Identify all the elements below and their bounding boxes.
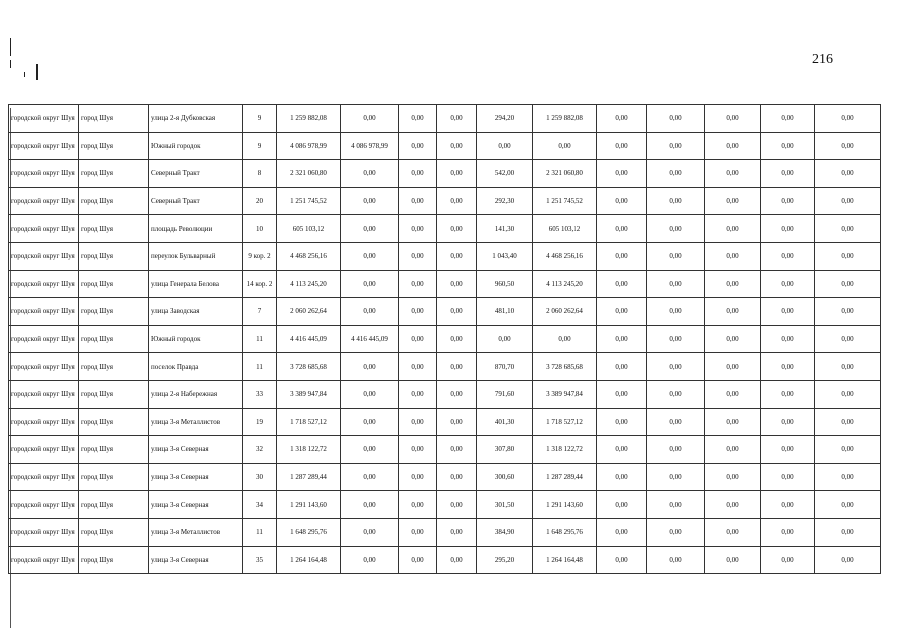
cost-cell: 0,00 [437, 132, 477, 160]
cost-cell: 2 321 060,80 [533, 160, 597, 188]
cost-cell: 0,00 [705, 325, 761, 353]
street-cell: улица 3-я Металлистов [149, 518, 243, 546]
house-number-cell: 10 [243, 215, 277, 243]
cost-cell: 0,00 [437, 187, 477, 215]
cost-cell: 0,00 [647, 380, 705, 408]
municipality-cell: городской округ Шуя [9, 436, 79, 464]
cost-cell: 0,00 [597, 160, 647, 188]
area-cell: 300,60 [477, 463, 533, 491]
cost-cell: 2 060 262,64 [533, 298, 597, 326]
cost-cell: 0,00 [341, 408, 399, 436]
cost-cell: 0,00 [761, 353, 815, 381]
cost-cell: 0,00 [761, 160, 815, 188]
municipality-cell: городской округ Шуя [9, 546, 79, 574]
table-row [9, 491, 881, 519]
municipality-cell: городской округ Шуя [9, 463, 79, 491]
cost-cell: 0,00 [761, 270, 815, 298]
settlement-cell: город Шуя [79, 105, 149, 133]
cost-cell: 0,00 [761, 408, 815, 436]
cost-cell: 0,00 [761, 325, 815, 353]
cost-cell: 0,00 [705, 518, 761, 546]
cost-cell: 0,00 [437, 491, 477, 519]
house-number-cell: 34 [243, 491, 277, 519]
cost-cell: 0,00 [647, 242, 705, 270]
cost-cell: 0,00 [597, 325, 647, 353]
cost-cell: 0,00 [437, 270, 477, 298]
cost-cell: 0,00 [341, 518, 399, 546]
cost-cell: 0,00 [815, 215, 881, 243]
table-row [9, 546, 881, 574]
cost-cell: 0,00 [705, 215, 761, 243]
cost-cell: 0,00 [761, 215, 815, 243]
street-cell: поселок Правда [149, 353, 243, 381]
cost-cell: 0,00 [647, 518, 705, 546]
settlement-cell: город Шуя [79, 518, 149, 546]
cost-cell: 0,00 [399, 380, 437, 408]
total-cost-cell: 4 086 978,99 [277, 132, 341, 160]
cost-cell: 0,00 [705, 436, 761, 464]
cost-cell: 0,00 [399, 215, 437, 243]
settlement-cell: город Шуя [79, 408, 149, 436]
total-cost-cell: 1 264 164,48 [277, 546, 341, 574]
total-cost-cell: 1 648 295,76 [277, 518, 341, 546]
cost-cell: 0,00 [341, 463, 399, 491]
cost-cell: 0,00 [437, 546, 477, 574]
cost-cell: 0,00 [647, 325, 705, 353]
settlement-cell: город Шуя [79, 187, 149, 215]
cost-cell: 0,00 [341, 187, 399, 215]
municipality-cell: городской округ Шуя [9, 105, 79, 133]
settlement-cell: город Шуя [79, 436, 149, 464]
area-cell: 141,30 [477, 215, 533, 243]
cost-cell: 0,00 [533, 325, 597, 353]
house-number-cell: 9 [243, 105, 277, 133]
cost-cell: 0,00 [647, 546, 705, 574]
cost-cell: 0,00 [399, 436, 437, 464]
cost-cell: 0,00 [705, 353, 761, 381]
cost-cell: 0,00 [647, 408, 705, 436]
table-row [9, 215, 881, 243]
settlement-cell: город Шуя [79, 215, 149, 243]
cost-cell: 0,00 [341, 242, 399, 270]
settlement-cell: город Шуя [79, 160, 149, 188]
area-cell: 960,50 [477, 270, 533, 298]
cost-cell: 0,00 [399, 408, 437, 436]
cost-cell: 0,00 [815, 132, 881, 160]
cost-cell: 0,00 [437, 242, 477, 270]
cost-cell: 0,00 [597, 242, 647, 270]
cost-cell: 0,00 [437, 518, 477, 546]
cost-cell: 0,00 [341, 105, 399, 133]
cost-cell: 0,00 [815, 298, 881, 326]
cost-cell: 0,00 [815, 463, 881, 491]
cost-cell: 0,00 [341, 353, 399, 381]
municipality-cell: городской округ Шуя [9, 380, 79, 408]
cost-cell: 0,00 [399, 518, 437, 546]
cost-cell: 0,00 [815, 408, 881, 436]
cost-cell: 0,00 [705, 298, 761, 326]
street-cell: улица Генерала Белова [149, 270, 243, 298]
cost-cell: 3 389 947,84 [533, 380, 597, 408]
cost-cell: 0,00 [597, 546, 647, 574]
cost-cell: 0,00 [705, 546, 761, 574]
area-cell: 791,60 [477, 380, 533, 408]
municipality-cell: городской округ Шуя [9, 187, 79, 215]
table-row [9, 187, 881, 215]
cost-cell: 0,00 [705, 105, 761, 133]
municipality-cell: городской округ Шуя [9, 160, 79, 188]
house-number-cell: 20 [243, 187, 277, 215]
cost-cell: 0,00 [647, 463, 705, 491]
cost-cell: 0,00 [399, 491, 437, 519]
cost-cell: 0,00 [815, 270, 881, 298]
cost-cell: 0,00 [761, 436, 815, 464]
street-cell: площадь Революции [149, 215, 243, 243]
house-number-cell: 32 [243, 436, 277, 464]
cost-cell: 0,00 [647, 353, 705, 381]
area-cell: 481,10 [477, 298, 533, 326]
scan-mark [10, 38, 11, 56]
cost-cell: 0,00 [437, 105, 477, 133]
cost-cell: 0,00 [437, 298, 477, 326]
cost-cell: 0,00 [437, 463, 477, 491]
cost-cell: 0,00 [341, 546, 399, 574]
cost-cell: 0,00 [705, 408, 761, 436]
cost-cell: 0,00 [597, 436, 647, 464]
settlement-cell: город Шуя [79, 325, 149, 353]
area-cell: 401,30 [477, 408, 533, 436]
cost-cell: 0,00 [399, 353, 437, 381]
cost-cell: 0,00 [705, 160, 761, 188]
table-row [9, 270, 881, 298]
cost-cell: 0,00 [647, 436, 705, 464]
settlement-cell: город Шуя [79, 380, 149, 408]
street-cell: Северный Тракт [149, 187, 243, 215]
cost-cell: 0,00 [597, 380, 647, 408]
cost-cell: 0,00 [705, 132, 761, 160]
municipality-cell: городской округ Шуя [9, 518, 79, 546]
street-cell: улица 2-я Набережная [149, 380, 243, 408]
area-cell: 301,50 [477, 491, 533, 519]
settlement-cell: город Шуя [79, 298, 149, 326]
house-number-cell: 9 кор. 2 [243, 242, 277, 270]
cost-cell: 3 728 685,68 [533, 353, 597, 381]
total-cost-cell: 1 259 882,08 [277, 105, 341, 133]
cost-cell: 0,00 [647, 160, 705, 188]
table-row [9, 518, 881, 546]
street-cell: улица 2-я Дубковская [149, 105, 243, 133]
cost-cell: 0,00 [647, 132, 705, 160]
table-row [9, 105, 881, 133]
street-cell: улица Заводская [149, 298, 243, 326]
area-cell: 295,20 [477, 546, 533, 574]
municipality-cell: городской округ Шуя [9, 491, 79, 519]
cost-cell: 4 086 978,99 [341, 132, 399, 160]
total-cost-cell: 3 389 947,84 [277, 380, 341, 408]
cost-cell: 0,00 [399, 187, 437, 215]
cost-cell: 0,00 [341, 491, 399, 519]
area-cell: 307,80 [477, 436, 533, 464]
table-body [9, 105, 881, 574]
area-cell: 870,70 [477, 353, 533, 381]
settlement-cell: город Шуя [79, 491, 149, 519]
cost-cell: 1 287 289,44 [533, 463, 597, 491]
street-cell: Южный городок [149, 325, 243, 353]
cost-cell: 0,00 [341, 215, 399, 243]
cost-cell: 1 291 143,60 [533, 491, 597, 519]
scan-mark [10, 60, 11, 68]
cost-cell: 0,00 [597, 215, 647, 243]
total-cost-cell: 4 416 445,09 [277, 325, 341, 353]
total-cost-cell: 4 468 256,16 [277, 242, 341, 270]
cost-cell: 0,00 [815, 380, 881, 408]
cost-cell: 0,00 [815, 353, 881, 381]
cost-cell: 0,00 [597, 298, 647, 326]
total-cost-cell: 605 103,12 [277, 215, 341, 243]
municipality-cell: городской округ Шуя [9, 242, 79, 270]
cost-cell: 0,00 [597, 518, 647, 546]
area-cell: 294,20 [477, 105, 533, 133]
cost-cell: 0,00 [437, 325, 477, 353]
cost-cell: 0,00 [399, 242, 437, 270]
cost-cell: 0,00 [399, 270, 437, 298]
area-cell: 542,00 [477, 160, 533, 188]
table-row [9, 436, 881, 464]
cost-cell: 0,00 [597, 491, 647, 519]
total-cost-cell: 3 728 685,68 [277, 353, 341, 381]
cost-cell: 0,00 [597, 270, 647, 298]
cost-cell: 0,00 [761, 491, 815, 519]
cost-cell: 0,00 [399, 298, 437, 326]
settlement-cell: город Шуя [79, 242, 149, 270]
settlement-cell: город Шуя [79, 353, 149, 381]
settlement-cell: город Шуя [79, 132, 149, 160]
house-number-cell: 33 [243, 380, 277, 408]
cost-cell: 0,00 [437, 408, 477, 436]
cost-cell: 0,00 [815, 491, 881, 519]
cost-cell: 0,00 [761, 380, 815, 408]
cost-cell: 0,00 [705, 270, 761, 298]
cost-cell: 1 718 527,12 [533, 408, 597, 436]
cost-cell: 605 103,12 [533, 215, 597, 243]
street-cell: улица 3-я Северная [149, 463, 243, 491]
cost-cell: 1 251 745,52 [533, 187, 597, 215]
cost-cell: 0,00 [437, 380, 477, 408]
cost-cell: 0,00 [399, 132, 437, 160]
house-number-cell: 11 [243, 325, 277, 353]
cost-cell: 0,00 [761, 105, 815, 133]
cost-cell: 0,00 [533, 132, 597, 160]
street-cell: улица 3-я Северная [149, 546, 243, 574]
table-row [9, 463, 881, 491]
municipality-cell: городской округ Шуя [9, 325, 79, 353]
cost-cell: 0,00 [437, 353, 477, 381]
total-cost-cell: 4 113 245,20 [277, 270, 341, 298]
cost-cell: 1 318 122,72 [533, 436, 597, 464]
cost-cell: 0,00 [647, 270, 705, 298]
cost-cell: 0,00 [815, 436, 881, 464]
cost-cell: 0,00 [761, 546, 815, 574]
table-row [9, 132, 881, 160]
area-cell: 1 043,40 [477, 242, 533, 270]
house-number-cell: 8 [243, 160, 277, 188]
cost-cell: 0,00 [597, 105, 647, 133]
street-cell: переулок Бульварный [149, 242, 243, 270]
cost-cell: 0,00 [815, 105, 881, 133]
street-cell: улица 3-я Металлистов [149, 408, 243, 436]
house-number-cell: 14 кор. 2 [243, 270, 277, 298]
total-cost-cell: 1 287 289,44 [277, 463, 341, 491]
cost-cell: 0,00 [705, 491, 761, 519]
house-number-cell: 30 [243, 463, 277, 491]
settlement-cell: город Шуя [79, 546, 149, 574]
page-number: 216 [812, 52, 833, 67]
cost-cell: 0,00 [597, 187, 647, 215]
cost-cell: 0,00 [597, 353, 647, 381]
municipality-cell: городской округ Шуя [9, 215, 79, 243]
house-number-cell: 11 [243, 518, 277, 546]
cost-cell: 0,00 [597, 408, 647, 436]
street-cell: улица 3-я Северная [149, 436, 243, 464]
house-number-cell: 7 [243, 298, 277, 326]
table-row [9, 160, 881, 188]
municipality-cell: городской округ Шуя [9, 353, 79, 381]
cost-cell: 1 259 882,08 [533, 105, 597, 133]
street-cell: Северный Тракт [149, 160, 243, 188]
cost-cell: 0,00 [437, 436, 477, 464]
house-number-cell: 9 [243, 132, 277, 160]
cost-cell: 0,00 [647, 215, 705, 243]
cost-cell: 0,00 [815, 546, 881, 574]
cost-cell: 1 648 295,76 [533, 518, 597, 546]
building-registry-table [8, 104, 881, 574]
cost-cell: 0,00 [399, 160, 437, 188]
area-cell: 384,90 [477, 518, 533, 546]
table-row [9, 408, 881, 436]
total-cost-cell: 2 321 060,80 [277, 160, 341, 188]
cost-cell: 0,00 [815, 518, 881, 546]
area-cell: 0,00 [477, 325, 533, 353]
settlement-cell: город Шуя [79, 270, 149, 298]
table-row [9, 325, 881, 353]
total-cost-cell: 2 060 262,64 [277, 298, 341, 326]
cost-cell: 0,00 [761, 298, 815, 326]
cost-cell: 0,00 [705, 242, 761, 270]
cost-cell: 0,00 [399, 546, 437, 574]
cost-cell: 0,00 [761, 463, 815, 491]
cost-cell: 0,00 [705, 380, 761, 408]
cost-cell: 0,00 [341, 436, 399, 464]
cost-cell: 0,00 [761, 132, 815, 160]
cost-cell: 0,00 [341, 160, 399, 188]
total-cost-cell: 1 251 745,52 [277, 187, 341, 215]
cost-cell: 0,00 [341, 270, 399, 298]
cost-cell: 0,00 [815, 187, 881, 215]
cost-cell: 0,00 [647, 491, 705, 519]
house-number-cell: 19 [243, 408, 277, 436]
table-row [9, 353, 881, 381]
cost-cell: 1 264 164,48 [533, 546, 597, 574]
cost-cell: 0,00 [705, 187, 761, 215]
table-row [9, 242, 881, 270]
cost-cell: 0,00 [437, 215, 477, 243]
cost-cell: 0,00 [597, 463, 647, 491]
table-row [9, 298, 881, 326]
cost-cell: 4 416 445,09 [341, 325, 399, 353]
municipality-cell: городской округ Шуя [9, 270, 79, 298]
cost-cell: 0,00 [647, 105, 705, 133]
cost-cell: 4 468 256,16 [533, 242, 597, 270]
cost-cell: 0,00 [705, 463, 761, 491]
cost-cell: 0,00 [815, 160, 881, 188]
settlement-cell: город Шуя [79, 463, 149, 491]
area-cell: 292,30 [477, 187, 533, 215]
scan-mark [36, 64, 38, 80]
cost-cell: 0,00 [815, 325, 881, 353]
cost-cell: 0,00 [437, 160, 477, 188]
total-cost-cell: 1 718 527,12 [277, 408, 341, 436]
street-cell: улица 3-я Северная [149, 491, 243, 519]
cost-cell: 0,00 [761, 242, 815, 270]
street-cell: Южный городок [149, 132, 243, 160]
house-number-cell: 11 [243, 353, 277, 381]
cost-cell: 0,00 [399, 463, 437, 491]
cost-cell: 0,00 [399, 325, 437, 353]
cost-cell: 0,00 [761, 187, 815, 215]
cost-cell: 0,00 [647, 298, 705, 326]
total-cost-cell: 1 291 143,60 [277, 491, 341, 519]
cost-cell: 0,00 [399, 105, 437, 133]
municipality-cell: городской округ Шуя [9, 408, 79, 436]
cost-cell: 0,00 [815, 242, 881, 270]
municipality-cell: городской округ Шуя [9, 132, 79, 160]
cost-cell: 4 113 245,20 [533, 270, 597, 298]
total-cost-cell: 1 318 122,72 [277, 436, 341, 464]
table-row [9, 380, 881, 408]
municipality-cell: городской округ Шуя [9, 298, 79, 326]
cost-cell: 0,00 [761, 518, 815, 546]
house-number-cell: 35 [243, 546, 277, 574]
scan-mark [24, 72, 25, 77]
cost-cell: 0,00 [341, 298, 399, 326]
cost-cell: 0,00 [341, 380, 399, 408]
area-cell: 0,00 [477, 132, 533, 160]
cost-cell: 0,00 [647, 187, 705, 215]
cost-cell: 0,00 [597, 132, 647, 160]
